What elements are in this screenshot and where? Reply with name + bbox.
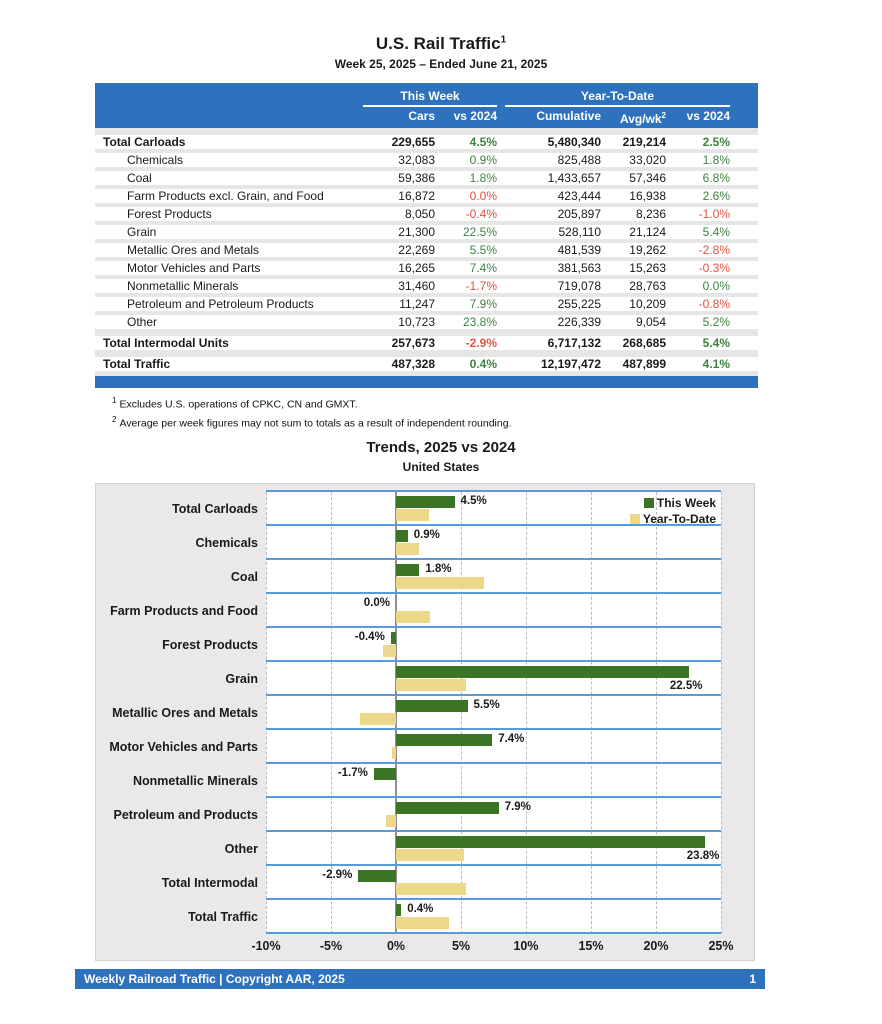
ytd-vs2024-value: 5.2% [702,315,730,329]
cars-value: 59,386 [398,171,435,185]
row-label: Grain [127,225,157,239]
chart-category-label: Petroleum and Products [113,808,258,822]
avg-per-week-value: 57,346 [629,171,666,185]
page-subtitle: Week 25, 2025 – Ended June 21, 2025 [334,57,548,71]
ytd-vs2024-value: 1.8% [702,153,730,167]
x-tick-label: 10% [513,939,539,953]
this-week-bar [396,530,408,542]
column-header-cars: Cars [408,109,435,123]
table-row [95,329,758,350]
avg-per-week-value: 8,236 [635,207,666,221]
table-row [95,128,758,149]
chart-category-label: Total Intermodal [161,876,258,890]
ytd-vs2024-value: 5.4% [702,225,730,239]
table-row [95,275,758,293]
row-label: Farm Products excl. Grain, and Food [127,189,324,203]
chart-band [266,662,721,696]
chart-band [266,764,721,798]
group-header-this-week: This Week [363,87,497,107]
column-header-name [95,107,363,128]
week-vs2024-value: -0.4% [465,207,497,221]
page-title-superscript: 1 [500,34,507,46]
this-week-bar [374,768,396,780]
ytd-vs2024-value: 0.0% [702,279,730,293]
cars-value: 11,247 [399,297,435,311]
footnotes [112,396,882,429]
avg-per-week-value: 487,899 [622,357,666,371]
cumulative-value: 226,339 [557,315,601,329]
chart-title: Trends, 2025 vs 2024 [366,439,516,456]
cars-value: 21,300 [398,225,435,239]
this-week-bar [391,632,396,644]
ytd-vs2024-value: 4.1% [702,357,730,371]
table-header [95,83,758,128]
chart-category-label: Coal [230,570,258,584]
this-week-bar [396,836,705,848]
year-to-date-bar [396,611,430,623]
bar-value-label: 23.8% [686,850,720,862]
table-column-header-row [95,107,758,128]
ytd-vs2024-value: 6.8% [702,171,730,185]
this-week-bar [396,496,455,508]
year-to-date-bar [396,543,419,555]
cumulative-value: 255,225 [557,297,601,311]
bar-value-label: 7.9% [504,801,531,813]
table-group-header-row [95,87,758,107]
ytd-vs2024-value: -1.0% [698,207,730,221]
cars-value: 16,872 [398,189,435,203]
year-to-date-bar [392,747,396,759]
chart-category-label: Grain [225,672,258,686]
cars-value: 16,265 [398,261,435,275]
row-label: Total Carloads [103,135,186,149]
cumulative-value: 12,197,472 [540,357,601,371]
year-to-date-bar [386,815,396,827]
year-to-date-bar [383,645,396,657]
ytd-vs2024-value: -0.3% [698,261,730,275]
week-vs2024-value: 7.9% [469,297,497,311]
cumulative-value: 528,110 [558,225,601,239]
table-row [95,293,758,311]
chart-band [266,798,721,832]
chart-band [266,900,721,934]
group-header-spacer [95,87,351,107]
footnote-1-superscript: 1 [112,396,117,405]
bar-value-label: -2.9% [322,869,353,881]
table-row [95,239,758,257]
year-to-date-bar [396,917,449,929]
chart-plot [266,490,721,934]
week-vs2024-value: 7.4% [469,261,497,275]
page-title-text: U.S. Rail Traffic [375,34,501,53]
week-vs2024-value: 1.8% [469,171,497,185]
cars-value: 32,083 [398,153,435,167]
avg-per-week-value: 33,020 [629,153,666,167]
row-label: Motor Vehicles and Parts [127,261,261,275]
week-vs2024-value: 4.5% [469,135,497,149]
this-week-bar [396,666,689,678]
chart-category-label: Chemicals [195,536,258,550]
bar-value-label: 0.4% [407,903,434,915]
year-to-date-bar [396,509,429,521]
avgwk-superscript: 2 [661,111,666,120]
week-vs2024-value: 5.5% [469,243,497,257]
column-header-ytd-vs2024: vs 2024 [686,109,730,123]
bar-value-label: 0.0% [363,597,390,609]
column-header-avgwk [601,107,666,128]
cumulative-value: 1,433,657 [547,171,601,185]
chart-band [266,594,721,628]
legend-label-this-week: This Week [656,496,716,510]
this-week-bar [396,734,492,746]
footnote-1 [112,396,882,411]
chart-category-label: Nonmetallic Minerals [132,774,258,788]
x-tick-label: 0% [386,939,406,953]
footnote-2-superscript: 2 [112,414,117,424]
avg-per-week-value: 16,938 [629,189,666,203]
cars-value: 487,328 [391,357,435,371]
cars-value: 22,269 [398,243,435,257]
row-label: Nonmetallic Minerals [127,279,239,293]
year-to-date-bar [360,713,396,725]
avgwk-label: Avg/wk [619,112,662,126]
chart-subtitle: United States [402,460,480,474]
week-vs2024-value: -2.9% [465,336,497,350]
year-to-date-bar [396,679,466,691]
avg-per-week-value: 268,685 [622,336,666,350]
chart-category-labels [96,490,266,934]
table-body [95,128,758,371]
legend-swatch-year-to-date [630,514,640,524]
page-footer [75,969,765,989]
this-week-bar [358,870,396,882]
legend-item-year-to-date [630,511,716,527]
group-header-year-to-date: Year-To-Date [505,87,730,107]
avg-per-week-value: 219,214 [622,135,666,149]
ytd-vs2024-value: -0.8% [698,297,730,311]
table-row [95,167,758,185]
bar-value-label: -1.7% [337,767,368,779]
row-label: Total Traffic [103,357,171,371]
footer-text: Weekly Railroad Traffic | Copyright AAR, 2025 [84,972,345,986]
footnote-1-text: Excludes U.S. operations of CPKC, CN and GMXT. [119,398,358,411]
chart-band [266,866,721,900]
cars-value: 257,673 [391,336,435,350]
year-to-date-bar [396,849,464,861]
chart-band [266,526,721,560]
this-week-bar [396,904,401,916]
avg-per-week-value: 19,262 [629,243,666,257]
table-row [95,203,758,221]
ytd-vs2024-value: 5.4% [702,336,730,350]
week-vs2024-value: 22.5% [462,225,497,239]
row-label: Total Intermodal Units [103,336,229,350]
footnote-2-text: Average per week figures may not sum to totals as a result of independent rounding. [119,417,512,429]
table-row [95,221,758,239]
ytd-vs2024-value: -2.8% [698,243,730,257]
row-label: Forest Products [127,207,212,221]
bar-value-label: 0.9% [413,529,440,541]
table-row [95,311,758,329]
row-label: Other [127,315,158,329]
row-label: Chemicals [127,153,184,167]
cumulative-value: 6,717,132 [547,336,601,350]
avg-per-week-value: 9,054 [635,315,666,329]
ytd-vs2024-value: 2.6% [702,189,730,203]
column-header-pad [730,107,758,128]
avg-per-week-value: 28,763 [629,279,666,293]
cumulative-value: 381,563 [557,261,601,275]
x-tick-label: 15% [578,939,604,953]
bar-value-label: 5.5% [473,699,500,711]
legend-label-year-to-date: Year-To-Date [642,512,716,526]
bar-value-label: 4.5% [460,495,487,507]
x-tick-label: 5% [451,939,471,953]
chart-x-axis [251,934,734,960]
table-bottom-bar [95,376,758,388]
cumulative-value: 481,539 [557,243,601,257]
x-tick-label: -10% [251,939,281,953]
avg-per-week-value: 15,263 [629,261,666,275]
rail-traffic-table [95,83,758,388]
cars-value: 10,723 [398,315,435,329]
avg-per-week-value: 10,209 [629,297,666,311]
cumulative-value: 205,897 [557,207,601,221]
week-vs2024-value: 0.4% [469,357,497,371]
chart-category-label: Metallic Ores and Metals [112,706,258,720]
chart-category-label: Total Traffic [188,910,258,924]
cars-value: 8,050 [404,207,435,221]
bar-value-label: 7.4% [498,733,525,745]
chart-category-label: Total Carloads [172,502,258,516]
chart-body [96,490,754,934]
footnote-2 [112,415,882,430]
x-tick-label: 25% [708,939,734,953]
ytd-vs2024-value: 2.5% [702,135,730,149]
bar-value-label: 1.8% [425,563,452,575]
week-vs2024-value: 0.9% [469,153,497,167]
year-to-date-bar [396,883,466,895]
chart-band [266,696,721,730]
table-row [95,149,758,167]
cars-value: 229,655 [391,135,435,149]
week-vs2024-value: 0.0% [469,189,497,203]
chart-category-label: Motor Vehicles and Parts [109,740,258,754]
group-header-pad [730,87,758,107]
cumulative-value: 719,078 [557,279,601,293]
bar-value-label: 22.5% [669,680,703,692]
cumulative-value: 825,488 [557,153,601,167]
chart-legend [630,495,716,527]
table-row [95,257,758,275]
this-week-bar [396,700,468,712]
footer-page-number: 1 [749,972,756,986]
chart-category-label: Other [224,842,258,856]
legend-item-this-week [630,495,716,511]
legend-swatch-this-week [644,498,654,508]
gridline [721,492,722,934]
week-vs2024-value: -1.7% [465,279,497,293]
cumulative-value: 423,444 [557,189,601,203]
bar-value-label: -0.4% [354,631,385,643]
cumulative-value: 5,480,340 [547,135,601,149]
chart-band [266,628,721,662]
x-tick-label: 20% [643,939,669,953]
row-label: Coal [127,171,152,185]
chart-band [266,730,721,764]
chart-band [266,560,721,594]
column-header-wk-vs2024: vs 2024 [453,109,497,123]
row-label: Metallic Ores and Metals [127,243,260,257]
year-to-date-bar [396,577,484,589]
week-vs2024-value: 23.8% [462,315,497,329]
cars-value: 31,460 [398,279,435,293]
x-tick-label: -5% [319,939,343,953]
chart-band [266,832,721,866]
this-week-bar [396,564,419,576]
table-row [95,185,758,203]
this-week-bar [396,802,499,814]
row-label: Petroleum and Petroleum Products [127,297,314,311]
avg-per-week-value: 21,124 [629,225,666,239]
page-title [0,34,882,54]
table-row [95,350,758,371]
chart-category-label: Farm Products and Food [110,604,258,618]
trends-chart [95,483,755,961]
chart-category-label: Forest Products [162,638,258,652]
column-header-cumulative: Cumulative [536,109,601,123]
